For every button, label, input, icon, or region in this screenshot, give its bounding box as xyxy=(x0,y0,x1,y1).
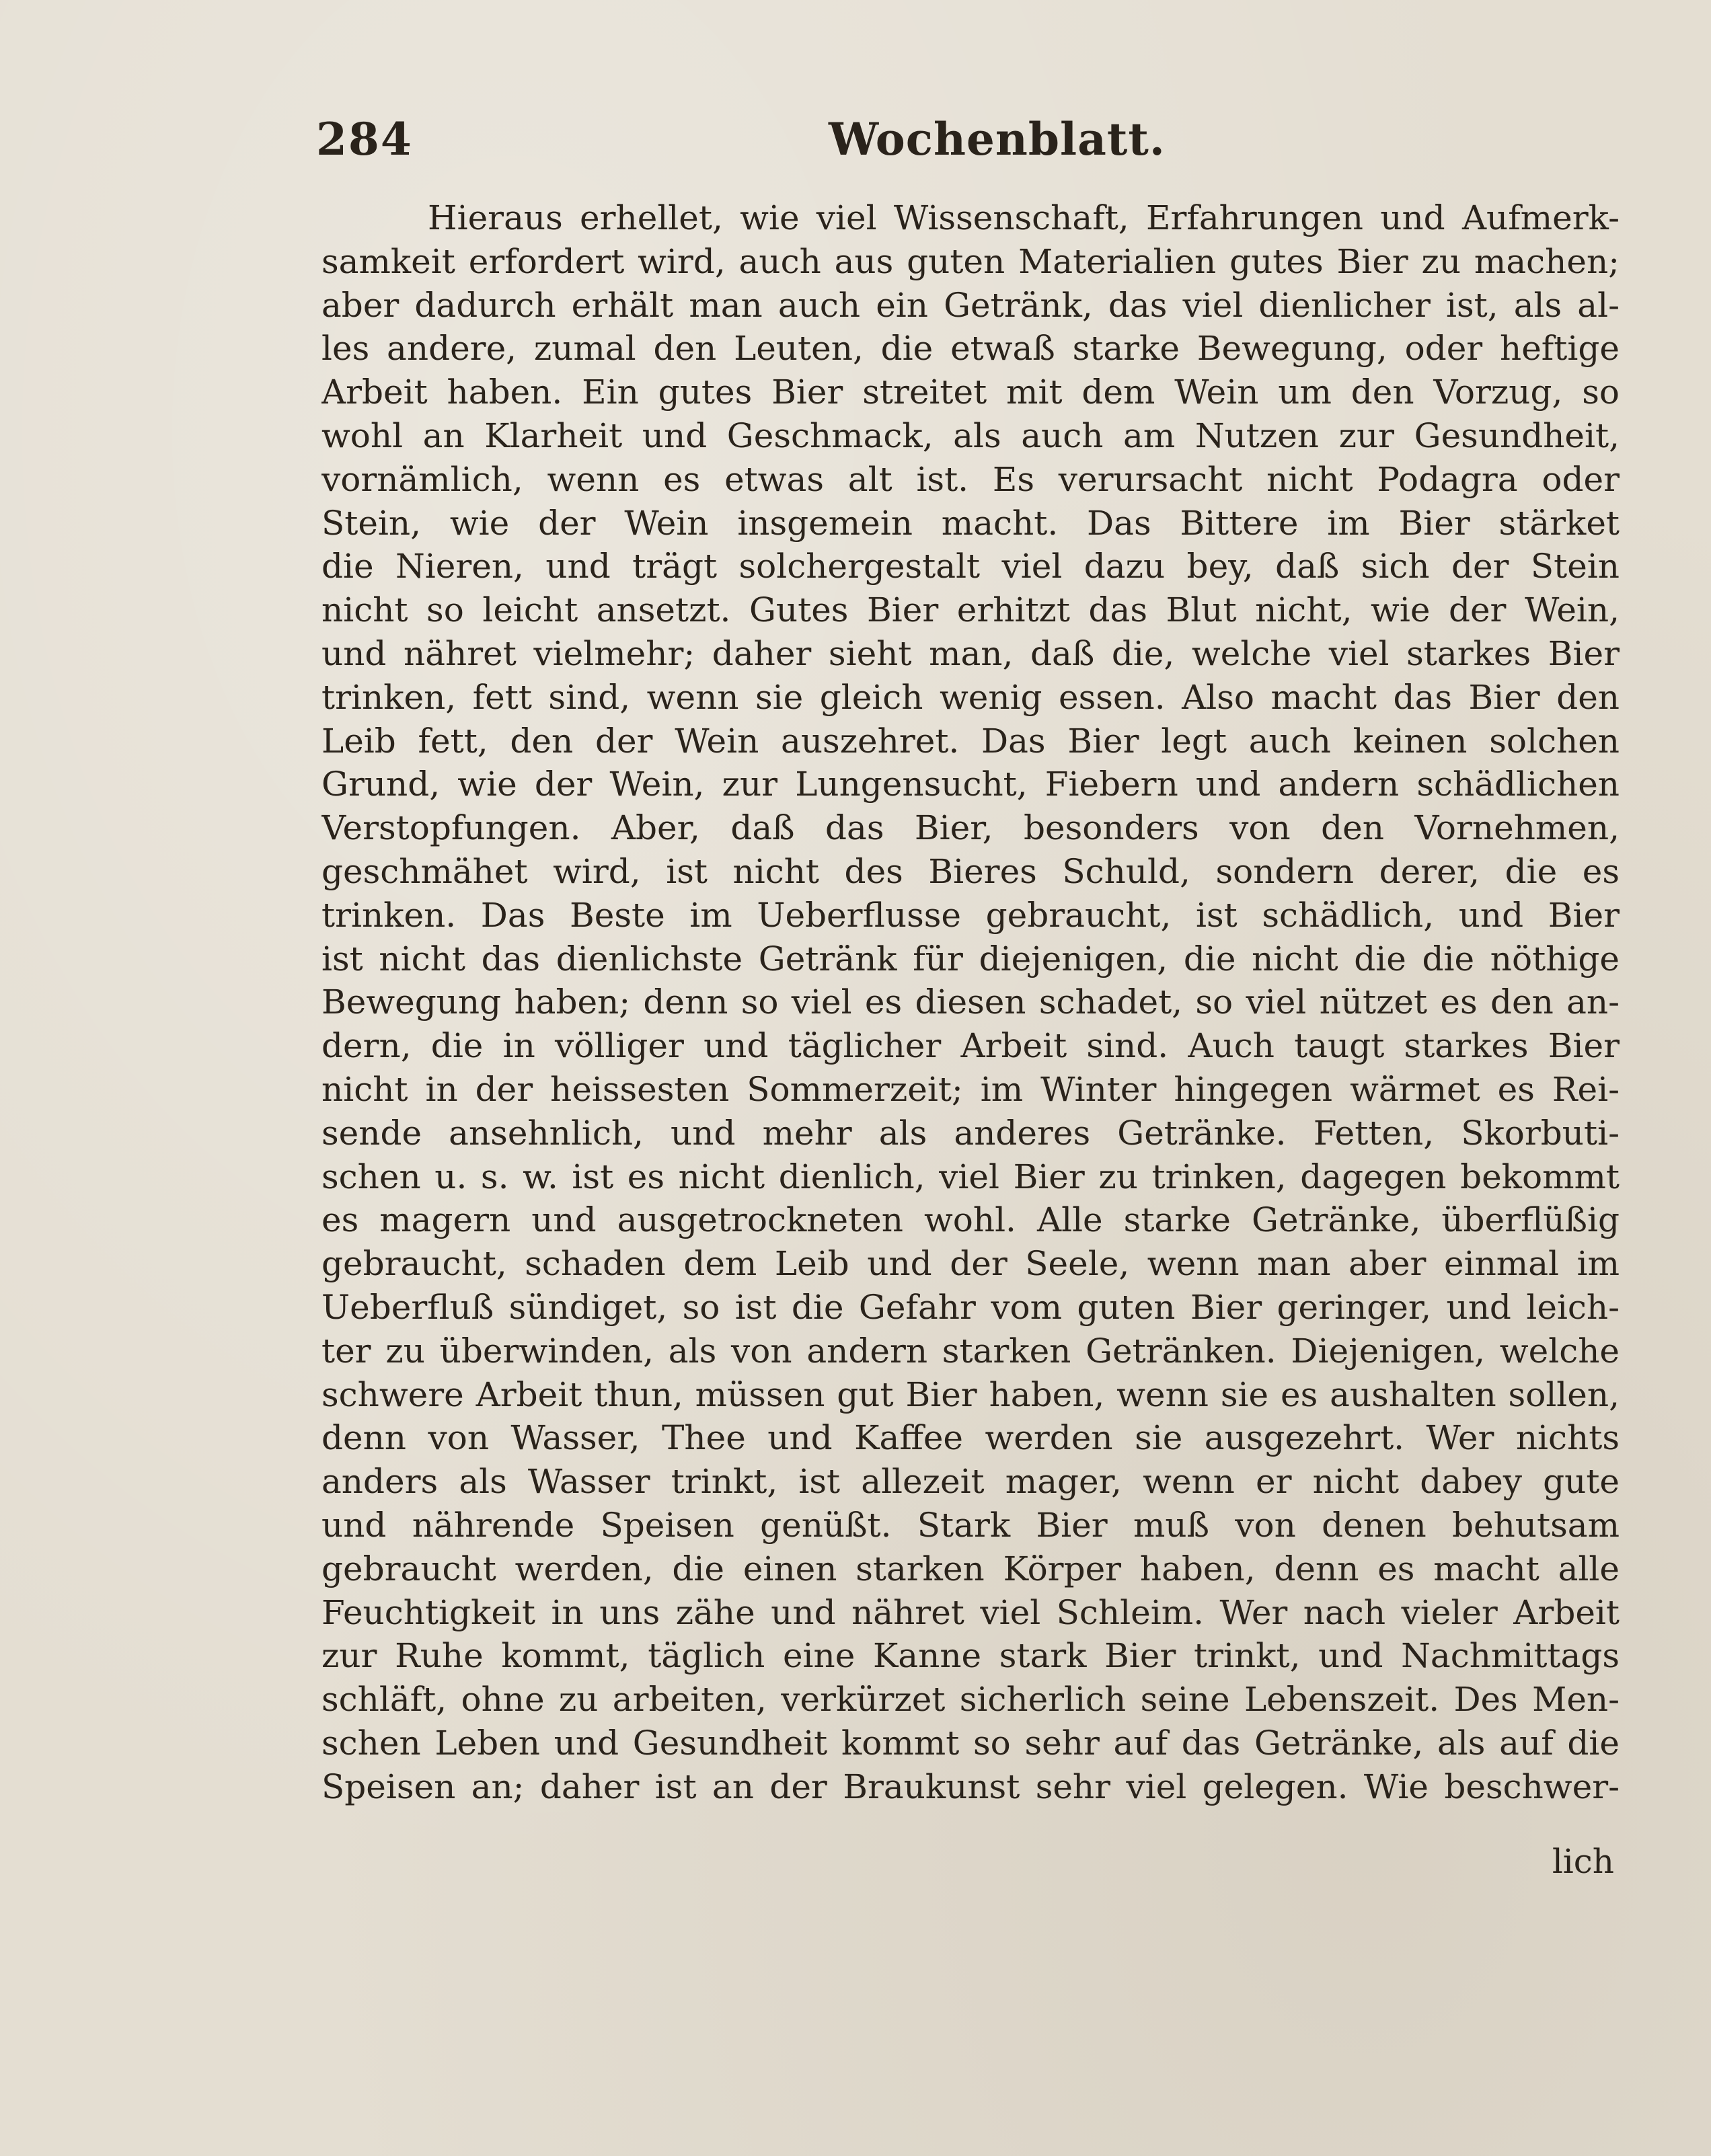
text-line: schen u. s. w. ist es nicht dienlich, viel Bier zu trinken, dagegen bekommt xyxy=(321,1157,1620,1196)
text-line: schen Leben und Gesundheit kommt so sehr auf das Getränke, als auf die xyxy=(321,1723,1620,1763)
text-line: und nährende Speisen genüßt. Stark Bier muß von denen behutsam xyxy=(321,1505,1620,1545)
body-text xyxy=(321,196,1620,1808)
text-line: Hieraus erhellet, wie viel Wissenschaft, Erfahrungen und Aufmerk- xyxy=(428,198,1620,237)
text-line: schwere Arbeit thun, müssen gut Bier haben, wenn sie es aushalten sollen, xyxy=(321,1375,1620,1414)
text-line: schläft, ohne zu arbeiten, verkürzet sicherlich seine Lebenszeit. Des Men- xyxy=(321,1680,1620,1720)
text-line: Verstopfungen. Aber, daß das Bier, besonders von den Vornehmen, xyxy=(321,808,1620,848)
text-line: sende ansehnlich, und mehr als anderes Getränke. Fetten, Skorbuti- xyxy=(321,1113,1620,1153)
running-head xyxy=(311,101,1622,175)
text-line: die Nieren, und trägt solchergestalt viel dazu bey, daß sich der Stein xyxy=(321,547,1620,586)
text-line: Bewegung haben; denn so viel es diesen schadet, so viel nützet es den an- xyxy=(321,983,1620,1022)
text-line: Speisen an; daher ist an der Braukunst sehr viel gelegen. Wie beschwer- xyxy=(321,1767,1620,1806)
text-line: es magern und ausgetrockneten wohl. Alle starke Getränke, überflüßig xyxy=(321,1200,1620,1240)
text-line: gebraucht, schaden dem Leib und der Seele, wenn man aber einmal im xyxy=(321,1244,1620,1284)
text-line: dern, die in völliger und täglicher Arbeit sind. Auch taugt starkes Bier xyxy=(321,1026,1620,1066)
text-line: anders als Wasser trinkt, ist allezeit mager, wenn er nicht dabey gute xyxy=(321,1462,1620,1502)
text-line: wohl an Klarheit und Geschmack, als auch am Nutzen zur Gesundheit, xyxy=(321,416,1620,455)
text-line: samkeit erfordert wird, auch aus guten Materialien gutes Bier zu machen; xyxy=(321,241,1620,281)
text-line: Arbeit haben. Ein gutes Bier streitet mit dem Wein um den Vorzug, so xyxy=(321,373,1620,412)
text-line: Feuchtigkeit in uns zähe und nähret viel Schleim. Wer nach vieler Arbeit xyxy=(321,1592,1620,1632)
page-number: 284 xyxy=(316,113,413,165)
running-title: Wochenblatt. xyxy=(829,113,1166,165)
catchword: lich xyxy=(1552,1842,1614,1881)
text-line: les andere, zumal den Leuten, die etwaß starke Bewegung, oder heftige xyxy=(321,329,1620,369)
text-line: ter zu überwinden, als von andern starken Getränken. Diejenigen, welche xyxy=(321,1331,1620,1371)
text-line: Leib fett, den der Wein auszehret. Das Bier legt auch keinen solchen xyxy=(321,721,1620,761)
catchword-row xyxy=(321,1840,1620,1894)
text-line: trinken. Das Beste im Ueberflusse gebraucht, ist schädlich, und Bier xyxy=(321,895,1620,935)
text-line: denn von Wasser, Thee und Kaffee werden sie ausgezehrt. Wer nichts xyxy=(321,1418,1620,1458)
text-line: nicht so leicht ansetzt. Gutes Bier erhitzt das Blut nicht, wie der Wein, xyxy=(321,590,1620,630)
text-line: geschmähet wird, ist nicht des Bieres Schuld, sondern derer, die es xyxy=(321,851,1620,891)
text-line: Stein, wie der Wein insgemein macht. Das Bittere im Bier stärket xyxy=(321,503,1620,543)
text-line: zur Ruhe kommt, täglich eine Kanne stark Bier trinkt, und Nachmittags xyxy=(321,1636,1620,1676)
text-line: nicht in der heissesten Sommerzeit; im Winter hingegen wärmet es Rei- xyxy=(321,1069,1620,1109)
text-line: und nähret vielmehr; daher sieht man, daß die, welche viel starkes Bier xyxy=(321,633,1620,673)
text-line: aber dadurch erhält man auch ein Getränk, das viel dienlicher ist, als al- xyxy=(321,285,1620,325)
text-line: trinken, fett sind, wenn sie gleich wenig essen. Also macht das Bier den xyxy=(321,677,1620,717)
text-line: gebraucht werden, die einen starken Körper haben, denn es macht alle xyxy=(321,1549,1620,1588)
text-line: vornämlich, wenn es etwas alt ist. Es verursacht nicht Podagra oder xyxy=(321,459,1620,499)
text-line: ist nicht das dienlichste Getränk für diejenigen, die nicht die die nöthige xyxy=(321,939,1620,978)
text-line: Grund, wie der Wein, zur Lungensucht, Fiebern und andern schädlichen xyxy=(321,765,1620,804)
text-line: Ueberfluß sündiget, so ist die Gefahr vom guten Bier geringer, und leich- xyxy=(321,1287,1620,1327)
